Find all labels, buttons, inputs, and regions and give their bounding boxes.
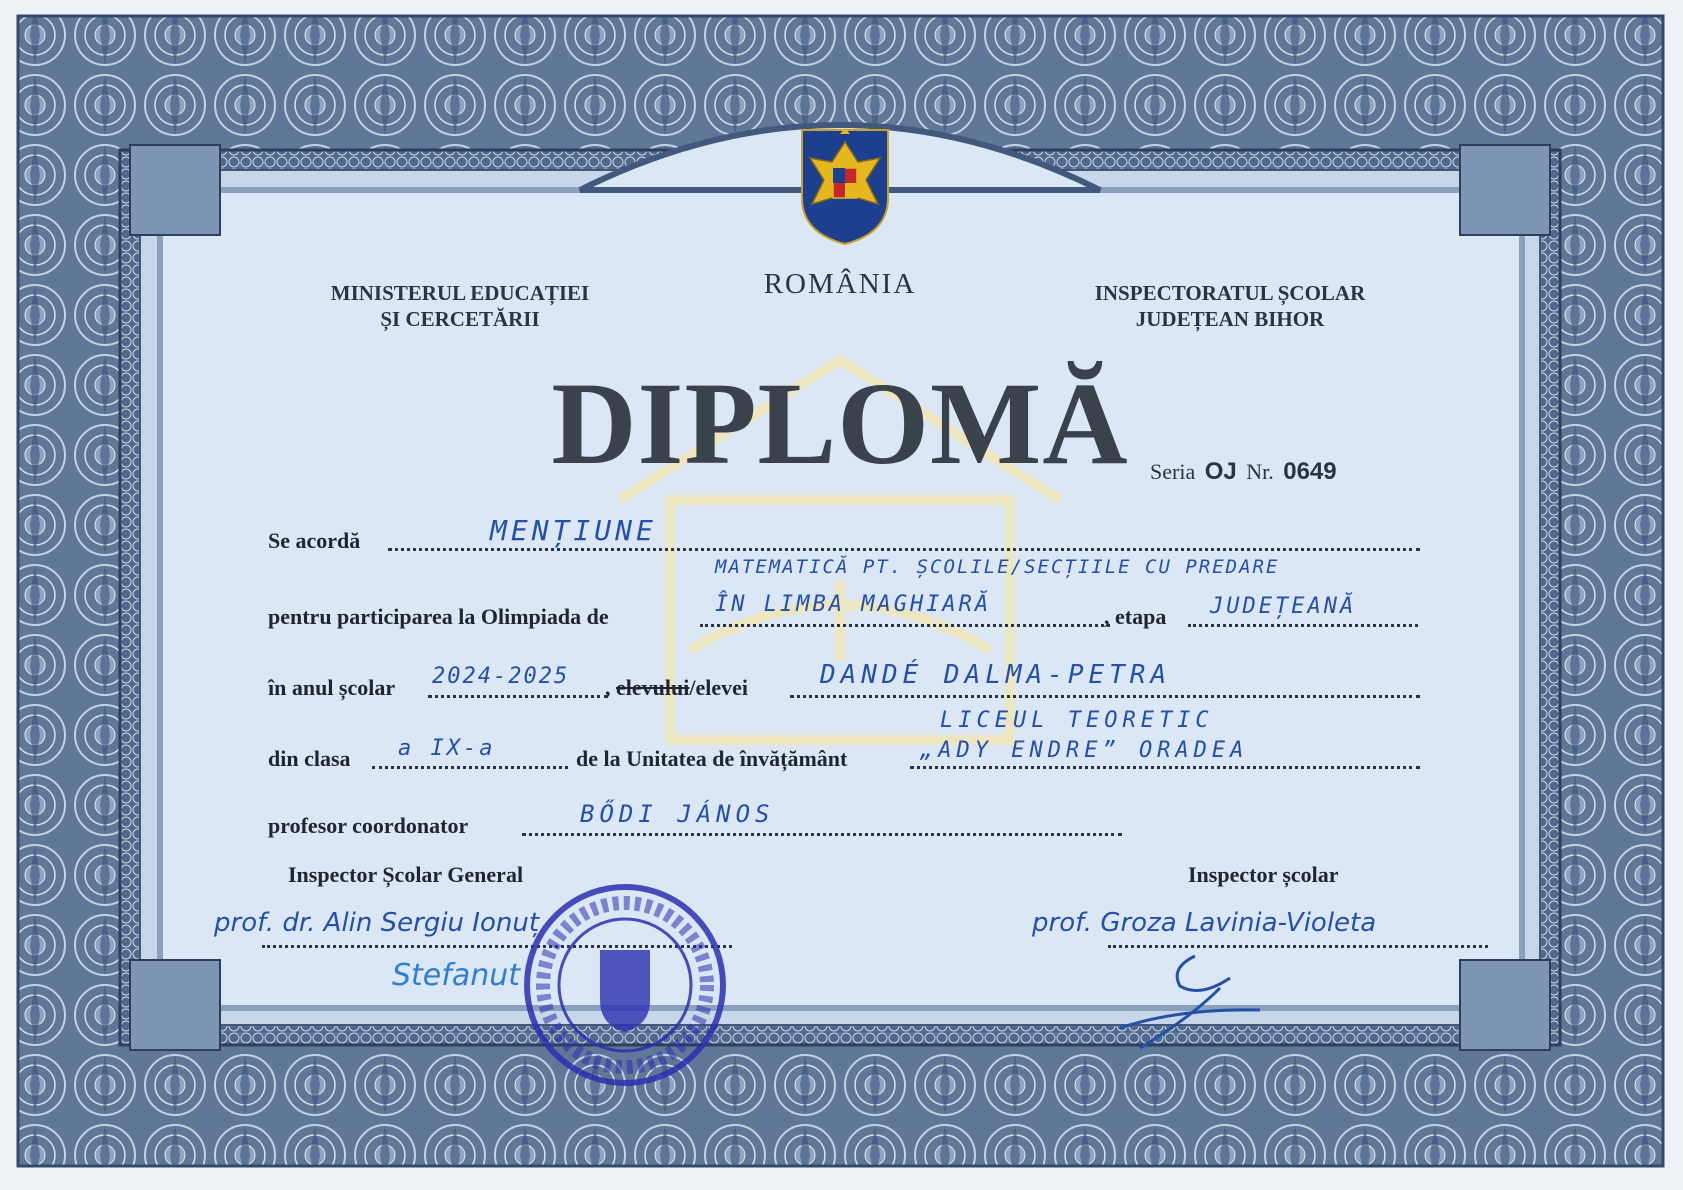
awarded-value: MENȚIUNE [490,514,657,547]
olympiad-value-line-2: ÎN LIMBA MAGHIARĂ [715,592,992,617]
inspectorate-line-2: JUDEȚEAN BIHOR [1135,307,1325,331]
year-label: în anul școlar [268,675,396,700]
year-line [428,695,608,698]
coat-of-arms-icon [800,128,890,246]
ministry-line-1: MINISTERUL EDUCAȚIEI [330,281,590,305]
olympiad-label: pentru participarea la Olimpiada de [268,604,609,629]
stage-line [1188,624,1418,627]
country-name: ROMÂNIA [763,268,917,300]
stage-label: , etapa [1104,604,1167,629]
nr-value: 0649 [1283,458,1337,485]
official-stamp [520,880,730,1090]
left-signatory-name: prof. dr. Alin Sergiu Ionuț [214,908,540,938]
right-signature-scribble [1100,948,1270,1058]
olympiad-line [700,624,1110,627]
teacher-value: BŐDI JÁNOS [580,800,775,828]
inspectorate-line-1: INSPECTORATUL ȘCOLAR [1094,281,1366,305]
series-value: OJ [1204,458,1237,485]
year-value: 2024-2025 [432,664,570,689]
teacher-line [522,833,1122,836]
awarded-label: Se acordă [268,528,361,553]
school-value-line-1: LICEUL TEORETIC [940,708,1214,733]
school-line [910,766,1420,769]
student-value: DANDÉ DALMA-PETRA [820,660,1172,690]
series-number [1150,458,1341,486]
left-signatory-title: Inspector Școlar General [288,862,524,887]
inspectorate-heading [1070,280,1390,332]
teacher-label: profesor coordonator [268,813,469,838]
school-label: de la Unitatea de învățământ [576,746,848,771]
diploma-title: DIPLOMĂ [551,358,1129,489]
nr-label: Nr. [1246,459,1274,484]
class-value: a IX-a [398,736,496,761]
class-line [372,766,568,769]
student-label-struck: elevului [616,675,690,700]
class-label: din clasa [268,746,351,771]
awarded-line [388,548,1420,551]
stage-value: JUDEȚEANĂ [1210,594,1357,619]
school-value-line-2: „ADY ENDRE” ORADEA [920,738,1249,763]
right-signatory-title: Inspector școlar [1188,862,1339,887]
series-label: Seria [1150,459,1196,484]
ministry-heading [300,280,620,332]
olympiad-value-line-1: MATEMATICĂ PT. ȘCOLILE/SECȚIILE CU PREDARE [715,556,1280,578]
student-label: , elevului/elevei [605,675,748,700]
ministry-line-2: ȘI CERCETĂRII [380,307,540,331]
student-line [790,695,1420,698]
left-signature: Stefanut [392,958,520,993]
student-label-rest: /elevei [689,675,748,700]
right-signatory-name: prof. Groza Lavinia-Violeta [1032,908,1377,938]
